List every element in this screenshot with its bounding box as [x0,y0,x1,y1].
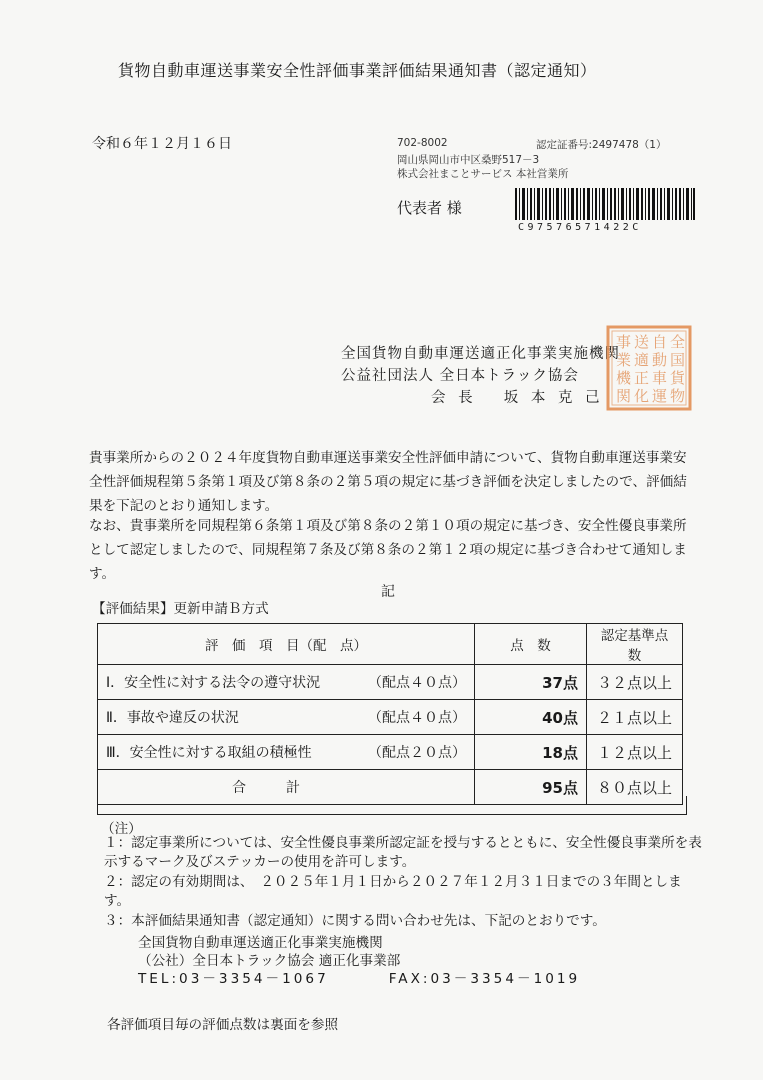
row-score: 18点 [475,735,587,770]
svg-text:送: 送 [634,333,650,351]
row-allot: （配点２０点） [368,745,466,761]
row-allot: （配点４０点） [368,710,466,726]
recipient-address: 岡山県岡山市中区桑野517－3 [397,154,540,166]
row-item: Ⅰ．安全性に対する法令の遵守状況 [106,675,321,691]
table-row [98,735,683,770]
ki-heading: 記 [381,584,395,600]
barcode-image [515,188,695,220]
contact-department: （公社）全日本トラック協会 適正化事業部 [138,953,401,969]
svg-text:業: 業 [616,351,632,369]
result-label: 【評価結果】更新申請Ｂ方式 [92,601,269,617]
svg-text:事: 事 [616,333,632,351]
document-title: 貨物自動車運送事業安全性評価事業評価結果通知書（認定通知） [118,61,597,80]
total-label: 合計 [98,770,475,805]
svg-text:物: 物 [670,387,686,405]
svg-text:機: 機 [616,369,632,387]
row-score: 40点 [475,700,587,735]
contact-organization: 全国貨物自動車運送適正化事業実施機関 [138,935,383,951]
svg-text:化: 化 [634,387,650,405]
official-seal-stamp [606,325,692,411]
svg-text:貨: 貨 [670,369,686,387]
note-2: ２：認定の有効期間は、 ２０２５年１月１日から２０２７年１２月３１日までの３年間とします。 [104,874,682,909]
table-row [98,700,683,735]
svg-text:運: 運 [652,387,668,405]
svg-text:自: 自 [652,333,668,351]
svg-text:動: 動 [652,351,668,369]
svg-text:正: 正 [634,369,650,387]
body-paragraph-1: 貴事業所からの２０２４年度貨物自動車運送事業安全性評価申請について、貨物自動車運送事業安全性評価規程第５条第１項及び第８条の２第５項の規定に基づき評価を決定しましたので、評価結果を下記のとおり通知します。 [89,450,687,514]
notes-heading: （注） [101,821,142,837]
evaluation-result-table [97,623,683,805]
row-standard: １２点以上 [587,735,683,770]
table-row [98,665,683,700]
row-item: Ⅲ．安全性に対する取組の積極性 [106,745,312,761]
header-item: 評 価 項 目（配 点） [98,624,475,665]
row-standard: ３２点以上 [587,665,683,700]
issuer-association: 公益社団法人 全日本トラック協会 [341,368,579,384]
row-standard: ２１点以上 [587,700,683,735]
note-1: １：認定事業所については、安全性優良事業所認定証を授与するとともに、安全性優良事業所を表示するマーク及びステッカーの使用を許可します。 [104,835,702,870]
notes-divider-box [97,796,687,815]
body-paragraph-2: なお、貴事業所を同規程第６条第１項及び第８条の２第１０項の規定に基づき、安全性優良事業所として認定しましたので、同規程第７条及び第８条の２第１２項の規定に基づき合わせて通知します。 [89,518,687,582]
addressee: 代表者 様 [397,199,462,217]
table-header-row [98,624,683,665]
issuer-organization: 全国貨物自動車運送適正化事業実施機関 [341,346,620,362]
note-3: ３：本評価結果通知書（認定通知）に関する問い合わせ先は、下記のとおりです。 [104,913,606,929]
header-standard: 認定基準点数 [587,624,683,665]
row-item: Ⅱ．事故や違反の状況 [106,710,239,726]
barcode-number: C97576571422C [518,222,642,233]
svg-text:関: 関 [616,387,632,405]
contact-fax: FAX:03－3354－1019 [388,971,581,987]
header-score: 点 数 [475,624,587,665]
svg-text:適: 適 [634,351,650,369]
svg-text:車: 車 [652,369,668,387]
row-score: 37点 [475,665,587,700]
contact-phone-fax [138,967,580,987]
cert-number: 認定証番号:2497478（1） [536,139,667,151]
recipient-company: 株式会社まことサービス 本社営業所 [397,168,569,180]
footer-note: 各評価項目毎の評価点数は裏面を参照 [107,1017,339,1033]
total-standard: ８０点以上 [587,770,683,805]
row-allot: （配点４０点） [368,675,466,691]
issuer-chairman: 会 長 坂 本 克 己 [431,390,604,406]
postal-code: 702-8002 [397,137,448,149]
contact-tel: TEL:03－3354－1067 [138,971,329,987]
issue-date: 令和６年１２月１６日 [92,136,232,152]
total-score: 95点 [475,770,587,805]
svg-text:国: 国 [670,351,686,369]
svg-text:全: 全 [670,333,686,351]
